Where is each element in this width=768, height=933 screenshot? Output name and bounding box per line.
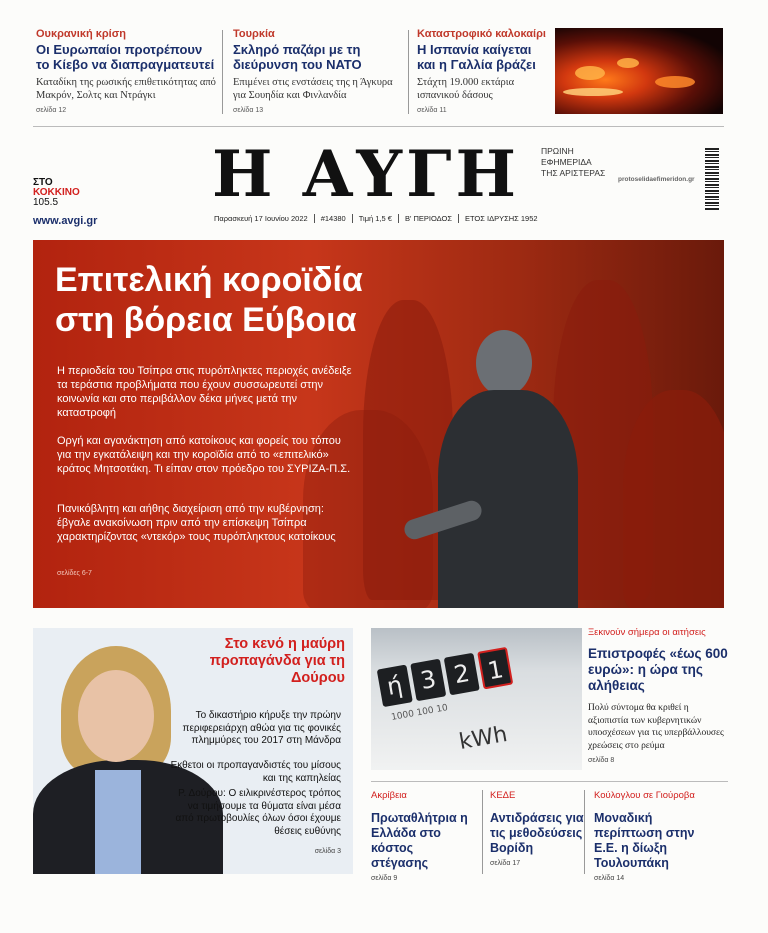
main-story[interactable] [33, 240, 724, 608]
tagline-line: ΤΗΣ ΑΡΙΣΤΕΡΑΣ [541, 168, 606, 178]
meter-digit: 3 [410, 659, 446, 702]
teaser-page: σελίδα 13 [233, 107, 264, 114]
story-page: σελίδες 6-7 [57, 570, 92, 577]
wildfire-photo[interactable] [555, 28, 723, 114]
teaser-headline: Οι Ευρωπαίοι προτρέπουν το Κίεβο να διαπραγματευτεί [36, 42, 215, 72]
douros-story[interactable] [33, 628, 353, 874]
meter-digit: 2 [444, 653, 480, 696]
radio-prefix: ΣΤΟ [33, 177, 53, 188]
teaser-kicker: Ουκρανική κρίση [36, 28, 126, 40]
story-page: σελίδα 3 [314, 848, 341, 855]
story-page: σελίδα 8 [588, 757, 615, 764]
top-teaser-turkey[interactable] [233, 28, 403, 114]
website-link[interactable]: www.avgi.gr [33, 215, 98, 227]
bottom-story-kouloglou[interactable] [594, 790, 719, 882]
crowd-figure [623, 390, 724, 608]
issue-price: Τιμή 1,5 € [353, 214, 399, 223]
story-kicker: Κούλογλου σε Γιούροβα [594, 790, 695, 801]
teaser-summary: Καταδίκη της ρωσικής επιθετικότητας από Μακρόν, Σολτς και Ντράγκι [36, 77, 216, 101]
teaser-summary: Επιμένει στις ενστάσεις της η Άγκυρα για Σουηδία και Φινλανδία [233, 77, 393, 101]
teaser-page: σελίδα 11 [417, 107, 447, 114]
watermark: protoselidaefimeridon.gr [618, 176, 695, 183]
meter-digit: ή [377, 665, 413, 708]
story-kicker: ΚΕΔΕ [490, 790, 516, 801]
radio-frequency: 105.5 [33, 197, 59, 208]
barcode-icon [705, 148, 719, 210]
teaser-kicker: Τουρκία [233, 28, 275, 40]
issue-number: #14380 [315, 214, 353, 223]
founding-year: ΕΤΟΣ ΙΔΡΥΣΗΣ 1952 [464, 214, 538, 223]
electricity-meter-photo[interactable] [371, 628, 582, 770]
tagline-line: ΕΦΗΜΕΡΙΔΑ [541, 157, 592, 167]
issue-period: Β' ΠΕΡΙΟΔΟΣ [399, 214, 459, 223]
divider [371, 781, 728, 782]
bottom-story-kede[interactable] [490, 790, 590, 867]
meter-digit: 1 [477, 647, 513, 690]
douros-headline: Στο κενό η μαύρη προπαγάνδα για τη Δούρου [209, 636, 345, 686]
story-paragraph: Πανικόβλητη και αήθης διαχείριση από την κυβέρνηση: έβγαλε ανακοίνωση πριν από την επίσκεψη Τσίπρα χαρακτηρίζοντας «ντεκόρ» τους πυρόπληκτους κατοίκους [57, 503, 336, 543]
story-paragraph: Εκθετοι οι προπαγανδιστές του μίσους και της καπηλείας [170, 760, 341, 784]
divider [584, 790, 585, 874]
dateline [214, 214, 544, 223]
newspaper-tagline [541, 146, 605, 179]
headline-line: στη βόρεια Εύβοια [55, 301, 357, 339]
story-page: σελίδα 17 [490, 860, 521, 867]
teaser-headline: Η Ισπανία καίγεται και η Γαλλία βράζει [417, 42, 536, 72]
tagline-line: ΠΡΩΙΝΗ [541, 146, 574, 156]
story-headline: Αντιδράσεις για τις μεθοδεύσεις Βορίδη [490, 811, 584, 855]
story-paragraph: Η περιοδεία του Τσίπρα στις πυρόπληκτες περιοχές ανέδειξε τα τεράστια προβλήματα που έχουν συσσωρευτεί στην κοινωνία και στο περιβάλλον δέκα μήνες μετά την καταστροφή [57, 365, 352, 419]
story-kicker: Ακρίβεια [371, 790, 407, 801]
radio-logo[interactable] [33, 178, 80, 208]
divider [482, 790, 483, 874]
story-paragraph: Οργή και αγανάκτηση από κατοίκους και φορείς του τόπου για την εγκατάλειψη και την κοροϊδία από το «επιτελικό» κράτος Μητσοτάκη. Τι είπαν στον πρόεδρο του ΣΥΡΙΖΑ-Π.Σ. [57, 435, 351, 475]
main-headline [55, 260, 363, 340]
radio-name: ΚΟΚΚΙΝΟ [33, 187, 80, 198]
teaser-summary: Στάχτη 19.000 εκτάρια ισπανικού δάσους [417, 77, 515, 101]
story-paragraph: Το δικαστήριο κήρυξε την πρώην περιφερειάρχη αθώα για τις φονικές πλημμύρες του 2017 στη Μάνδρα [182, 710, 341, 746]
politician-figure [438, 320, 578, 608]
bottom-story-housing[interactable] [371, 790, 471, 882]
teaser-headline: Σκληρό παζάρι με τη διεύρυνση του ΝΑΤΟ [233, 42, 362, 72]
story-headline: Μοναδική περίπτωση στην Ε.Ε. η δίωξη Τουλουπάκη [594, 811, 695, 870]
headline-line: Επιτελική κοροϊδία [55, 261, 363, 299]
story-paragraph: Ρ. Δούρου: Ο ειλικρινέστερος τρόπος να τιμήσουμε τα θύματα είναι μέσα από πρωτοβουλίες όλων όσοι έχουμε θέσεις ευθύνης [175, 788, 341, 837]
divider [33, 126, 724, 127]
divider [408, 30, 409, 114]
teaser-page: σελίδα 12 [36, 107, 67, 114]
meter-digits [377, 647, 514, 707]
teaser-kicker: Καταστροφικό καλοκαίρι [417, 28, 546, 40]
story-headline: Πρωταθλήτρια η Ελλάδα στο κόστος στέγασης [371, 811, 468, 870]
story-page: σελίδα 9 [371, 875, 398, 882]
top-teaser-ukraine[interactable] [36, 28, 216, 114]
meter-scale: 1000 100 10 [390, 703, 449, 723]
divider [222, 30, 223, 114]
story-kicker: Ξεκινούν σήμερα οι αιτήσεις [588, 627, 706, 638]
story-summary: Πολύ σύντομα θα κριθεί η αξιοπιστία των κυβερνητικών υποσχέσεων για τις υπερβάλλουσες χρεώσεις στο ρεύμα [588, 703, 724, 751]
refund-story[interactable] [588, 627, 728, 764]
meter-unit: kWh [457, 721, 510, 756]
issue-date: Παρασκευή 17 Ιουνίου 2022 [214, 214, 315, 223]
story-headline: Επιστροφές «έως 600 ευρώ»: η ώρα της αλήθειας [588, 646, 728, 693]
newspaper-title: Η ΑΥΓΗ [212, 137, 520, 212]
story-page: σελίδα 14 [594, 875, 625, 882]
top-teaser-heatwave[interactable] [417, 28, 549, 114]
